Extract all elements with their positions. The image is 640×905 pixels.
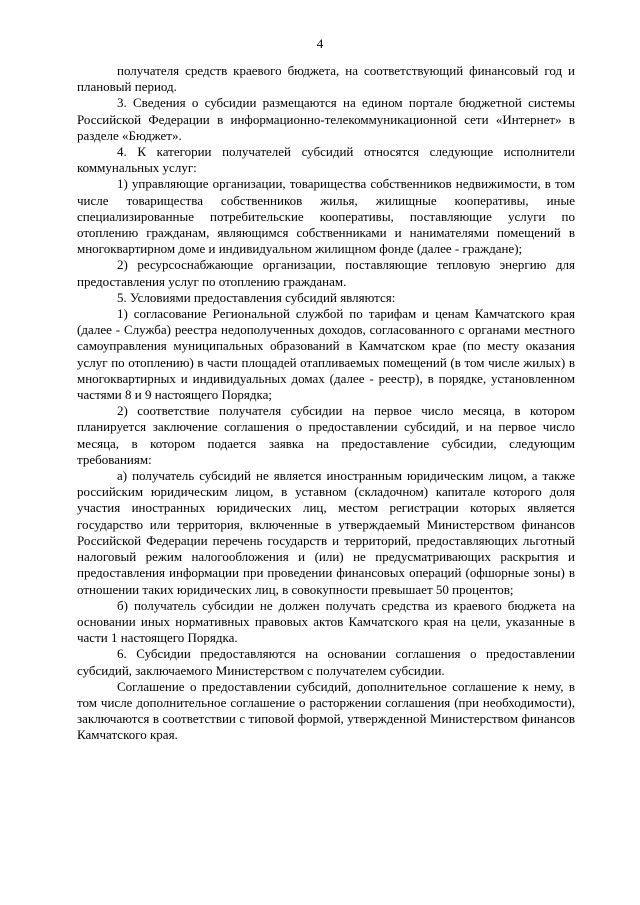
paragraph-section-3: 3. Сведения о субсидии размещаются на едином портале бюджетной системы Российской Федерации в информационно-телекоммуникационной сети «Интернет» в разделе «Бюджет». [77, 95, 575, 143]
paragraph-item-5-2: 2) соответствие получателя субсидии на первое число месяца, в котором планируется заключение соглашения о предоставлении субсидий, и на первое число месяца, в котором подается заявка на предоставление субсидии, следующим требованиям: [77, 403, 575, 467]
paragraph-section-5: 5. Условиями предоставления субсидий являются: [117, 289, 396, 305]
paragraph-section-4: 4. К категории получателей субсидий относятся следующие исполнители коммунальных услуг: [77, 144, 575, 176]
paragraph-subitem-b: б) получатель субсидии не должен получать средства из краевого бюджета на основании иных нормативных правовых актов Камчатского края на цели, указанные в части 1 настоящего Порядка. [77, 597, 575, 646]
paragraph-agreement: Соглашение о предоставлении субсидий, дополнительное соглашение к нему, в том числе дополнительное соглашение о расторжении соглашения (при необходимости), заключаются в соответствии с типовой формой, утвержденной Министерством финансов Камчатского края. [77, 678, 575, 743]
paragraph-section-6: 6. Субсидии предоставляются на основании соглашения о предоставлении субсидий, заключаемого Министерством с получателем субсидии. [77, 646, 575, 678]
paragraph-item-4-1: 1) управляющие организации, товарищества собственников недвижимости, в том числе товарищества собственников жилья, жилищные кооперативы, иные специализированные потребительские кооперативы, поставляющие услуги по отоплению гражданам, являющимся собственниками и нанимателями помещений в многоквартирном доме и индивидуальном жилищном фонде (далее - граждане); [77, 176, 575, 257]
paragraph-item-4-2: 2) ресурсоснабжающие организации, поставляющие тепловую энергию для предоставления услуг по отоплению гражданам. [77, 257, 575, 289]
paragraph-continuation: получателя средств краевого бюджета, на соответствующий финансовый год и плановый период. [77, 63, 575, 95]
page-number: 4 [316, 36, 324, 51]
paragraph-subitem-a: а) получатель субсидий не является иностранным юридическим лицом, а также российским юридическим лицом, в уставном (складочном) капитале которого доля участия иностранных юридических лиц, местом регистрации которых является государство или территория, включенные в утверждаемый Министерством финансов Российской Федерации перечень государств и территорий, предоставляющих льготный налоговый режим налогообложения и (или) не предусматривающих раскрытия и предоставления информации при проведении финансовых операций (офшорные зоны) в отношении таких юридических лиц, в совокупности превышает 50 процентов; [77, 468, 575, 597]
paragraph-item-5-1: 1) согласование Региональной службой по тарифам и ценам Камчатского края (далее - Служба) реестра недополученных доходов, согласованного с органами местного самоуправления муниципальных образований в Камчатском крае (по месту оказания услуг по отоплению) в части площадей отапливаемых помещений (в том числе жилых) в многоквартирных и индивидуальных домах (далее - реестр), в порядке, установленном частями 8 и 9 настоящего Порядка; [77, 306, 575, 403]
document-body [77, 63, 575, 744]
